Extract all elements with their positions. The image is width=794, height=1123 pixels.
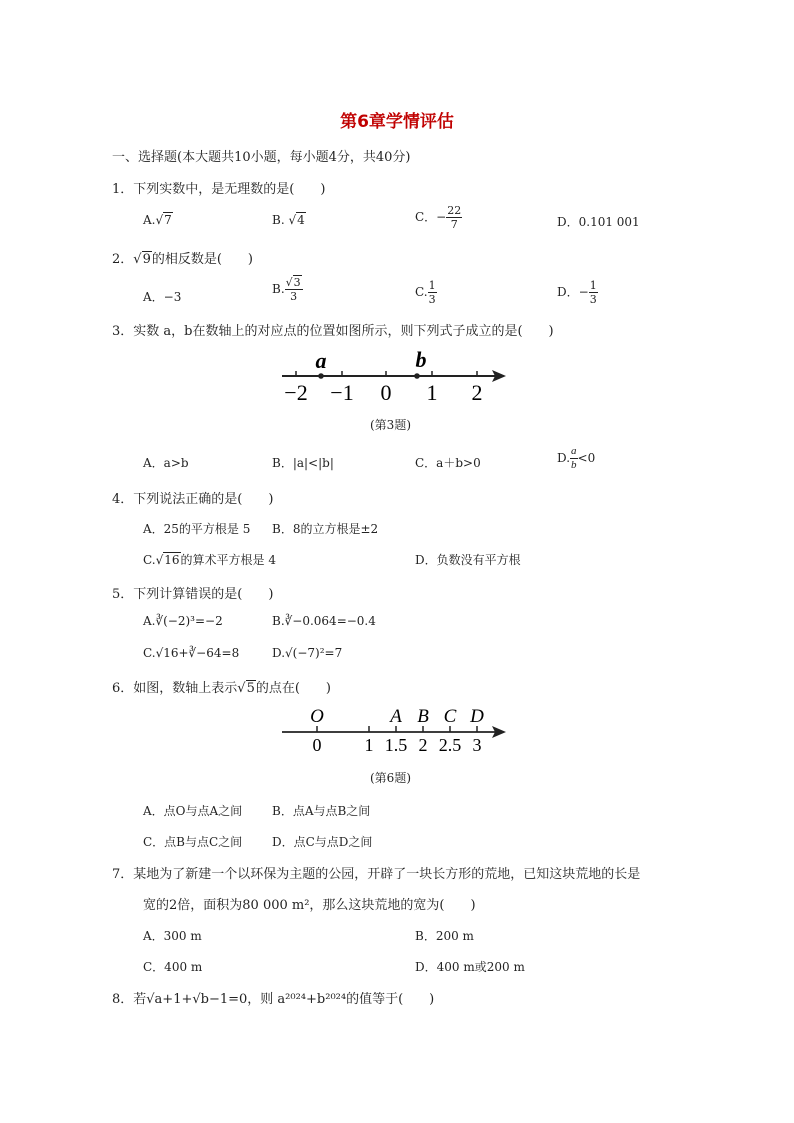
- point-a-label: a: [315, 348, 327, 373]
- question-1-option-b[interactable]: [272, 213, 306, 227]
- question-6-stem: [112, 677, 331, 696]
- numerator: 1: [589, 279, 597, 292]
- question-2-option-b[interactable]: [272, 276, 303, 303]
- point-a-label: A: [390, 706, 402, 727]
- tick-label: 1: [426, 380, 438, 405]
- question-number: 2．: [112, 252, 134, 267]
- number-line-figure-3: [278, 348, 513, 406]
- option-c-rest: 的算术平方根是 4: [180, 553, 276, 567]
- option-d-label: D．−: [557, 285, 589, 299]
- denominator: 3: [290, 290, 298, 303]
- question-6-option-c[interactable]: C．点B与点C之间: [143, 835, 243, 849]
- number-line-figure-6: [278, 703, 513, 758]
- question-1-option-a[interactable]: [143, 213, 173, 227]
- tick-label: −2: [284, 380, 308, 405]
- sqrt-icon: √: [155, 213, 164, 227]
- question-4-option-a[interactable]: A．25的平方根是 5: [143, 522, 251, 536]
- tick-label: 2: [471, 380, 483, 405]
- option-c-label: C.: [143, 553, 156, 567]
- numerator: 22: [447, 204, 462, 217]
- question-1-stem: 1．下列实数中，是无理数的是( ): [112, 182, 326, 197]
- fraction: [428, 279, 437, 306]
- question-5-option-b[interactable]: B.∛−0.064=−0.4: [272, 614, 376, 628]
- stem-prefix: 6．如图，数轴上表示: [112, 681, 238, 696]
- radicand: 9: [142, 252, 151, 267]
- question-3-option-a[interactable]: A．a>b: [143, 456, 189, 470]
- question-5-option-a[interactable]: A.∛(−2)³=−2: [143, 614, 223, 628]
- option-d-rest: <0: [577, 451, 596, 465]
- point-b-dot: [414, 373, 420, 379]
- option-a-label: A.: [143, 213, 156, 227]
- tick-label: 1: [364, 735, 374, 755]
- question-2-stem: [112, 248, 253, 267]
- question-5-option-c[interactable]: C.√16+∛−64=8: [143, 646, 240, 660]
- sqrt-icon: √: [288, 213, 297, 227]
- sqrt-icon: √: [285, 276, 293, 289]
- tick-label: 2.5: [438, 735, 462, 755]
- fraction: [589, 279, 598, 306]
- tick-label: 1.5: [384, 735, 408, 755]
- fraction: [285, 276, 303, 303]
- question-7-option-c[interactable]: C．400 m: [143, 960, 203, 974]
- point-b-label: b: [415, 348, 427, 372]
- question-6-option-a[interactable]: A．点O与点A之间: [143, 804, 243, 818]
- radicand: 5: [246, 681, 255, 696]
- option-c-label: C.: [415, 285, 428, 299]
- tick-label: 3: [472, 735, 482, 755]
- denominator: 7: [450, 218, 458, 231]
- question-3-option-b[interactable]: B．|a|<|b|: [272, 456, 334, 470]
- question-7-stem-line-2: 宽的2倍，面积为80 000 m²，那么这块荒地的宽为( ): [143, 898, 476, 913]
- question-1-option-c[interactable]: [415, 204, 462, 231]
- point-b-label: B: [417, 706, 429, 727]
- point-c-label: C: [443, 706, 457, 727]
- stem-text: 的相反数是( ): [151, 252, 254, 267]
- question-5-option-d[interactable]: D.√(−7)²=7: [272, 646, 343, 660]
- tick-label: 0: [312, 735, 322, 755]
- figure-6-caption: (第6题): [370, 771, 411, 785]
- question-1-option-d[interactable]: D．0.101 001: [557, 215, 640, 229]
- option-d-label: D.: [557, 451, 571, 465]
- question-4-stem: 4．下列说法正确的是( ): [112, 492, 274, 507]
- question-3-stem: 3．实数 a，b在数轴上的对应点的位置如图所示，则下列式子成立的是( ): [112, 324, 554, 339]
- page-title: 第6章学情评估: [340, 112, 454, 132]
- tick-label: −1: [330, 380, 354, 405]
- option-c-label: C．−: [415, 210, 447, 224]
- sqrt-icon: √: [133, 252, 142, 267]
- question-3-option-c[interactable]: C．a＋b>0: [415, 456, 481, 470]
- question-3-option-d[interactable]: [557, 445, 595, 472]
- tick-label: 2: [418, 735, 428, 755]
- question-5-stem: 5．下列计算错误的是( ): [112, 587, 274, 602]
- question-2-option-c[interactable]: [415, 279, 437, 306]
- question-6-option-d[interactable]: D．点C与点D之间: [272, 835, 373, 849]
- question-8-stem: 8．若√a+1+√b−1=0，则 a²⁰²⁴+b²⁰²⁴的值等于( ): [112, 992, 435, 1007]
- question-7-option-a[interactable]: A．300 m: [143, 929, 202, 943]
- numerator: a: [571, 445, 577, 457]
- question-4-option-d[interactable]: D．负数没有平方根: [415, 553, 521, 567]
- question-7-option-b[interactable]: B．200 m: [415, 929, 474, 943]
- option-b-label: B.: [272, 213, 285, 227]
- denominator: b: [571, 459, 577, 471]
- numerator: [285, 276, 303, 290]
- point-o-label: O: [310, 706, 324, 727]
- question-7-stem-line-1: 7．某地为了新建一个以环保为主题的公园，开辟了一块长方形的荒地，已知这块荒地的长是: [112, 867, 641, 882]
- denominator: 3: [589, 293, 597, 306]
- fraction: [446, 204, 462, 231]
- question-2-option-d[interactable]: [557, 279, 598, 306]
- question-7-option-d[interactable]: D．400 m或200 m: [415, 960, 525, 974]
- radicand: 3: [293, 276, 301, 289]
- question-4-option-b[interactable]: B．8的立方根是±2: [272, 522, 379, 536]
- numerator: 1: [428, 279, 436, 292]
- denominator: 3: [428, 293, 436, 306]
- stem-rest: 的点在( ): [255, 681, 332, 696]
- radicand: 4: [297, 213, 305, 227]
- radicand: 16: [164, 553, 180, 567]
- option-b-label: B.: [272, 282, 285, 296]
- figure-3-caption: (第3题): [370, 418, 411, 432]
- question-2-option-a[interactable]: A．−3: [143, 290, 182, 304]
- question-4-option-c[interactable]: [143, 551, 276, 568]
- sqrt-icon: √: [237, 681, 246, 696]
- radicand: 7: [164, 213, 172, 227]
- fraction: [570, 445, 578, 472]
- section-header: 一、选择题(本大题共10小题，每小题4分，共40分): [112, 150, 411, 165]
- sqrt-icon: √: [155, 553, 164, 567]
- point-d-label: D: [470, 706, 484, 727]
- question-6-option-b[interactable]: B．点A与点B之间: [272, 804, 371, 818]
- tick-label: 0: [380, 380, 392, 405]
- point-a-dot: [318, 373, 324, 379]
